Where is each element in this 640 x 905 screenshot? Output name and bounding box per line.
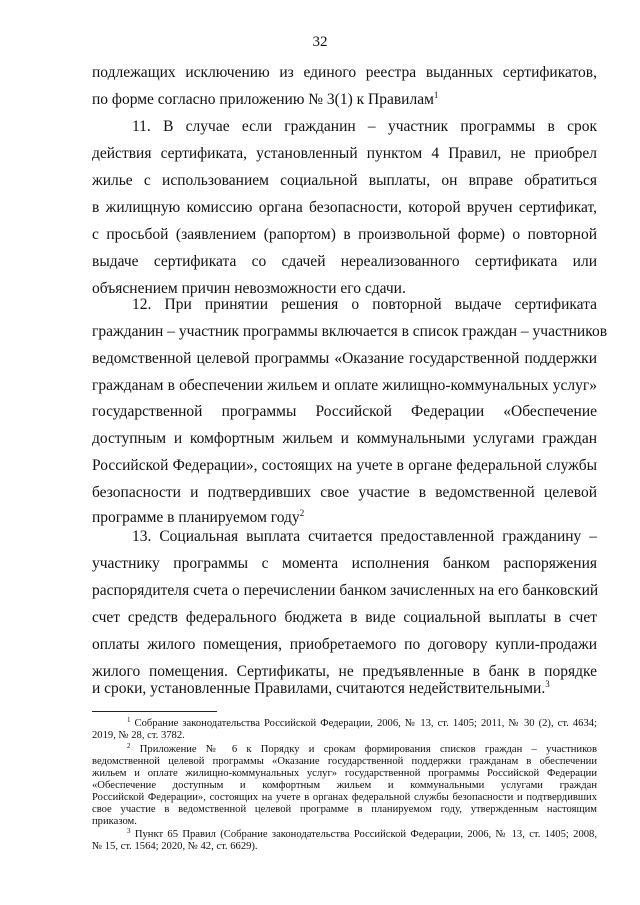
paragraph-12-line: гражданин – участник программы включается в список граждан – участников xyxy=(92,323,608,340)
footnote-mark: 2 xyxy=(127,742,131,750)
paragraph-11-line: с просьбой (заявлением (рапортом) в произвольной форме) о повторной xyxy=(92,226,597,243)
paragraph-13-line: и сроки, установленные Правилами, считаются недействительными.$^3$ xyxy=(92,679,550,697)
paragraph-13-line: оплаты жилого помещения, приобретаемого по договору купли-продажи xyxy=(92,636,597,653)
paragraph-13-line: жилого помещения. Сертификаты, не предъявленные в банк в порядке xyxy=(92,663,597,680)
paragraph-11-line: в жилищную комиссию органа безопасности, которой вручен сертификат, xyxy=(92,199,597,216)
paragraph-11-line: 11. В случае если гражданин – участник программы в срок xyxy=(132,118,597,135)
paragraph-12-line: гражданам в обеспечении жильем и оплате жилищно-коммунальных услуг» xyxy=(92,377,597,394)
paragraph-12-line: ведомственной целевой программы «Оказание государственной поддержки xyxy=(92,350,597,367)
paragraph-13-line: 13. Социальная выплата считается предоставленной гражданину – xyxy=(132,528,597,545)
footnote-3-line: $^3$ Пункт 65 Правил (Собрание законодательства Российской Федерации, 2006, № 13, ст. 1405; 2008, xyxy=(127,827,597,840)
paragraph-11-line: жилье с использованием социальной выплаты, он вправе обратиться xyxy=(92,172,597,189)
footnote-ref: 2 xyxy=(299,508,305,518)
footnote-2-line: свое участие в ведомственной целевой программе в планируемом году, утвержденным настоящим xyxy=(92,804,597,815)
footnote-mark: 1 xyxy=(127,716,131,724)
paragraph-11-line: действия сертификата, установленный пунктом 4 Правил, не приобрел xyxy=(92,145,597,162)
footnote-3-line: № 15, ст. 1564; 2020, № 42, ст. 6629). xyxy=(92,841,258,852)
paragraph-12-line: программе в планируемом году$^2$ xyxy=(92,508,305,526)
paragraph-12-line: безопасности и подтвердивших свое участие в ведомственной целевой xyxy=(92,484,597,501)
paragraph-13-line: счет средств федерального бюджета в виде социальной выплаты в счет xyxy=(92,609,597,626)
text-line: по форме согласно приложению № 3(1) к Правилам$^1$ xyxy=(92,90,439,108)
footnote-2-line: жильем и оплате жилищно-коммунальных услуг» государственной программы Российской Федерации xyxy=(92,768,597,779)
footnote-divider xyxy=(92,711,217,712)
footnote-2-line: приказом. xyxy=(92,816,137,827)
footnote-1-line: $^1$ Собрание законодательства Российской Федерации, 2006, № 13, ст. 1405; 2011, № 30 (2), ст. 4634; xyxy=(127,716,597,729)
page-number: 32 xyxy=(312,34,328,50)
footnote-ref: 3 xyxy=(545,679,550,689)
footnote-2-line: $^2$ Приложение № 6 к Порядку и срокам формирования списков граждан – участников xyxy=(127,742,597,755)
footnote-2-line: ведомственной целевой программы «Оказание государственной поддержки гражданам в обеспечении xyxy=(92,756,597,767)
paragraph-13-line: распорядителя счета о перечислении банком зачисленных на его банковский xyxy=(92,582,599,599)
paragraph-13-line: участнику программы с момента исполнения банком распоряжения xyxy=(92,555,597,572)
paragraph-12-line: 12. При принятии решения о повторной выдаче сертификата xyxy=(132,296,597,313)
footnote-mark: 3 xyxy=(127,827,131,835)
paragraph-12-line: государственной программы Российской Федерации «Обеспечение xyxy=(92,403,597,420)
footnote-1-line: 2019, № 28, ст. 3782. xyxy=(92,730,185,741)
paragraph-12-line: Российской Федерации», состоящих на учете в органе федеральной службы xyxy=(92,457,597,474)
paragraph-11-line: объяснением причин невозможности его сдачи. xyxy=(92,280,406,297)
footnote-2-line: Российской Федерации», состоящих на учете в органах федеральной службы безопасности и подтвердивших xyxy=(92,792,597,803)
footnote-ref: 1 xyxy=(433,90,439,100)
text-line: подлежащих исключению из единого реестра выданных сертификатов, xyxy=(92,64,597,81)
paragraph-11-line: выдаче сертификата со сдачей нереализованного сертификата или xyxy=(92,253,597,270)
paragraph-12-line: доступным и комфортным жильем и коммунальными услугами граждан xyxy=(92,430,597,447)
footnote-2-line: «Обеспечение доступным и комфортным жильем и коммунальными услугами граждан xyxy=(92,780,597,791)
